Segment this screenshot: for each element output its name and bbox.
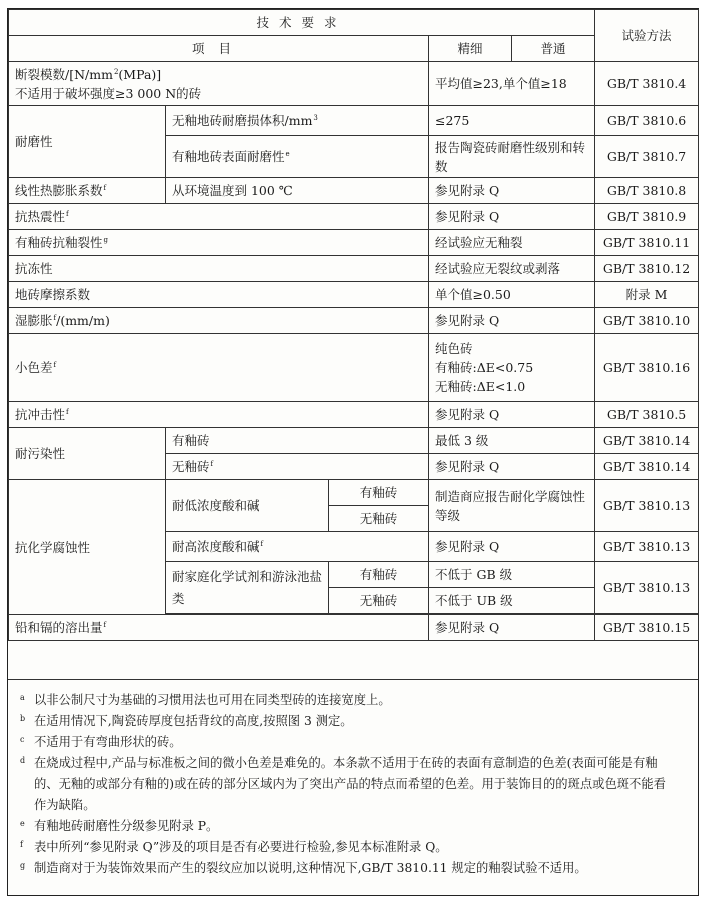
row-chemical-household: 耐家庭化学试剂和游泳池盐类	[166, 562, 329, 614]
footnotes	[8, 679, 698, 896]
row-friction-req: 单个值≥0.50	[429, 282, 595, 308]
row-expansion-req: 参见附录 Q	[429, 178, 595, 204]
row-abrasion-req2: 报告陶瓷砖耐磨性级别和转数	[429, 136, 595, 178]
header-item: 项目	[9, 36, 429, 62]
row-rupture-requirement: 平均值≥23,单个值≥18	[429, 62, 595, 106]
row-impact-req: 参见附录 Q	[429, 402, 595, 428]
row-stain-req2: 参见附录 Q	[429, 454, 595, 480]
footnote-d: d 在烧成过程中,产品与标准板之间的微小色差是难免的。本条款不适用于在砖的表面有意制造的色差(表面可能是有釉的、无釉的或部分有釉的)或在砖的部分区域内为了突出产品的特点而希望的色差。用于装饰目的的斑点或色斑不能看作为缺陷。	[20, 756, 666, 812]
row-lead-label: 铅和镉的溶出量$^f$	[9, 615, 429, 641]
row-thermal-shock-label: 抗热震性$^f$	[9, 204, 429, 230]
row-chemical-low-conc: 耐低浓度酸和碱	[166, 480, 329, 532]
footnote-e: e 有釉地砖耐磨性分级参见附录 P。	[20, 819, 219, 833]
row-crazing-req: 经试验应无釉裂	[429, 230, 595, 256]
row-frost-label: 抗冻性	[9, 256, 429, 282]
row-crazing-method: GB/T 3810.11	[595, 230, 699, 256]
row-chemical-house-glazed-req: 不低于 GB 级	[429, 562, 595, 588]
spec-sheet	[7, 8, 699, 896]
row-abrasion-sub1: 无釉地砖耐磨损体积$/mm^3$	[166, 106, 429, 136]
row-chemical-house-unglazed-req: 不低于 UB 级	[429, 588, 595, 614]
row-expansion-label: 线性热膨胀系数$^f$	[9, 178, 166, 204]
row-moisture-req: 参见附录 Q	[429, 308, 595, 334]
row-chemical-high-req: 参见附录 Q	[429, 532, 595, 562]
row-friction-label: 地砖摩擦系数	[9, 282, 429, 308]
row-frost-method: GB/T 3810.12	[595, 256, 699, 282]
footnote-g: g 制造商对于为装饰效果而产生的裂纹应加以说明,这种情况下,GB/T 3810.11 规定的釉裂试验不适用。	[20, 861, 587, 875]
header-test-method: 试验方法	[595, 10, 699, 62]
row-chemical-house-glazed: 有釉砖	[329, 562, 429, 588]
row-crazing-label: 有釉砖抗釉裂性$^g$	[9, 230, 429, 256]
requirements-table	[8, 9, 699, 641]
row-abrasion-sub2: 有釉地砖表面耐磨性$^e$	[166, 136, 429, 178]
row-lead-method: GB/T 3810.15	[595, 615, 699, 641]
row-stain-req1: 最低 3 级	[429, 428, 595, 454]
row-moisture-method: GB/T 3810.10	[595, 308, 699, 334]
row-impact-label: 抗冲击性$^f$	[9, 402, 429, 428]
row-rupture-method: GB/T 3810.4	[595, 62, 699, 106]
footnote-a: a 以非公制尺寸为基础的习惯用法也可用在同类型砖的连接宽度上。	[20, 693, 391, 707]
row-thermal-shock-method: GB/T 3810.9	[595, 204, 699, 230]
row-chemical-low-glazed: 有釉砖	[329, 480, 429, 506]
row-chemical-low-unglazed: 无釉砖	[329, 506, 429, 532]
row-stain-method2: GB/T 3810.14	[595, 454, 699, 480]
row-abrasion-label: 耐磨性	[9, 106, 166, 178]
row-thermal-shock-req: 参见附录 Q	[429, 204, 595, 230]
row-stain-sub2: 无釉砖$^f$	[166, 454, 429, 480]
row-lead-req: 参见附录 Q	[429, 615, 595, 641]
row-abrasion-method1: GB/T 3810.6	[595, 106, 699, 136]
row-rupture-label: 断裂模数$/[N/mm^2(MPa)]$ 不适用于破坏强度≥3 000 N的砖	[9, 62, 429, 106]
row-chemical-label: 抗化学腐蚀性	[9, 480, 166, 615]
row-chemical-high-method: GB/T 3810.13	[595, 532, 699, 562]
row-chemical-house-method: GB/T 3810.13	[595, 562, 699, 614]
row-color-diff-method: GB/T 3810.16	[595, 334, 699, 402]
row-stain-label: 耐污染性	[9, 428, 166, 480]
row-abrasion-method2: GB/T 3810.7	[595, 136, 699, 178]
footnote-f: f 表中所列“参见附录 Q”涉及的项目是否有必要进行检验,参见本标准附录 Q。	[20, 840, 448, 854]
row-stain-sub1: 有釉砖	[166, 428, 429, 454]
footnote-b: b 在适用情况下,陶瓷砖厚度包括背纹的高度,按照图 3 测定。	[20, 714, 353, 728]
header-ordinary: 普通	[512, 36, 595, 62]
row-color-diff-label: 小色差$^f$	[9, 334, 429, 402]
row-color-diff-req: 纯色砖 有釉砖:ΔE<0.75 无釉砖:ΔE<1.0	[429, 334, 595, 402]
row-impact-method: GB/T 3810.5	[595, 402, 699, 428]
row-expansion-method: GB/T 3810.8	[595, 178, 699, 204]
header-fine: 精细	[429, 36, 512, 62]
row-chemical-low-method: GB/T 3810.13	[595, 480, 699, 532]
row-frost-req: 经试验应无裂纹或剥落	[429, 256, 595, 282]
row-stain-method1: GB/T 3810.14	[595, 428, 699, 454]
row-chemical-house-unglazed: 无釉砖	[329, 588, 429, 614]
footnote-c: c 不适用于有弯曲形状的砖。	[20, 735, 182, 749]
row-chemical-high-conc: 耐高浓度酸和碱$^f$	[166, 532, 429, 562]
row-friction-method: 附录 M	[595, 282, 699, 308]
row-chemical-low-req: 制造商应报告耐化学腐蚀性等级	[429, 480, 595, 532]
row-expansion-cond: 从环境温度到 100 ℃	[166, 178, 429, 204]
header-tech-requirements: 技术要求	[9, 10, 595, 36]
row-abrasion-req1: ≤275	[429, 106, 595, 136]
row-moisture-label: 湿膨胀$^f$/(mm/m)	[9, 308, 429, 334]
